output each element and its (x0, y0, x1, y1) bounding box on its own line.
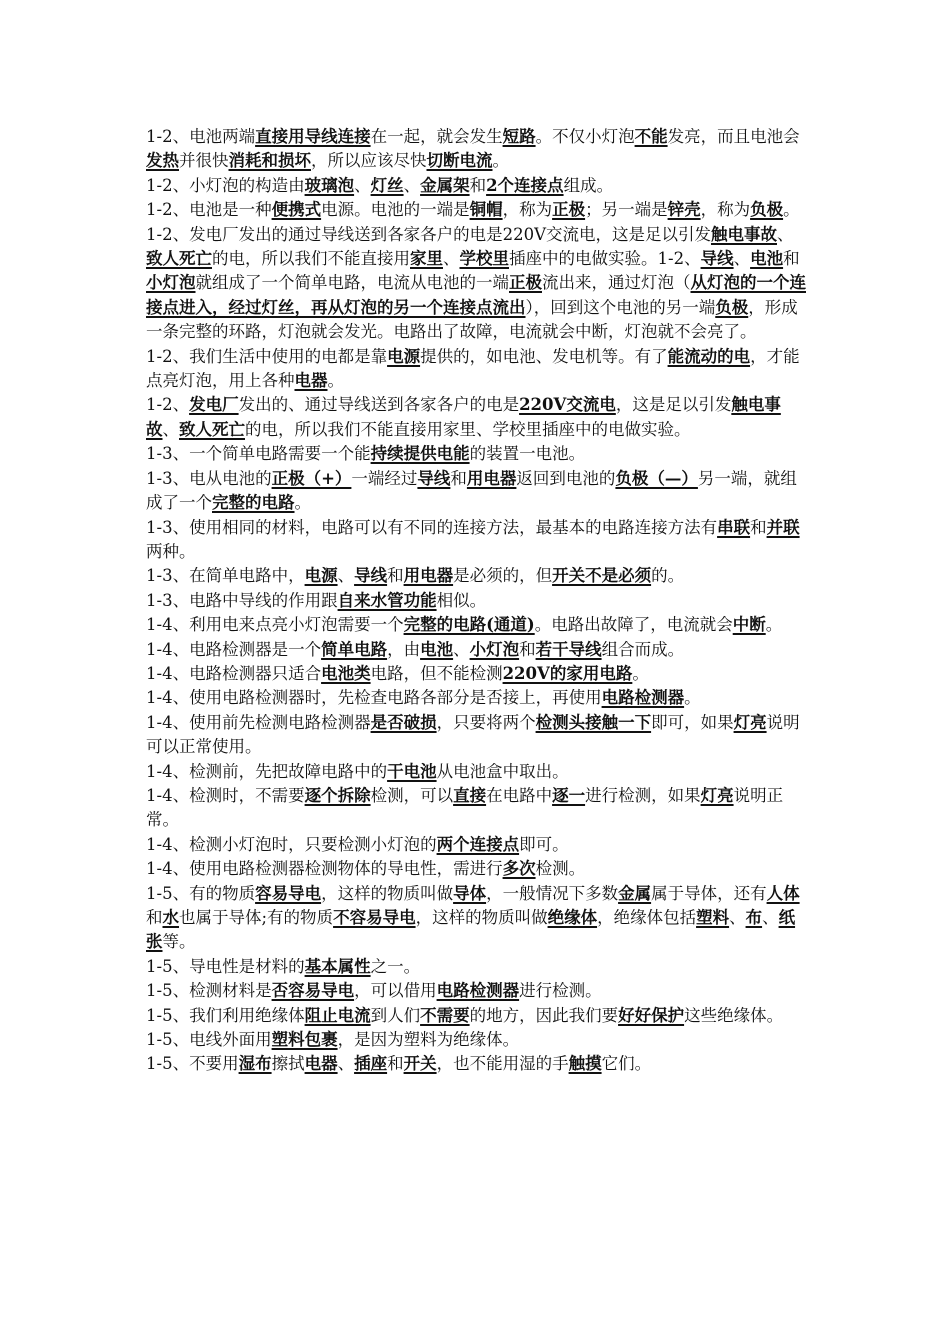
key-term: 正极（+） (271, 468, 352, 488)
paragraph-text: 从电池盒中取出。 (436, 761, 569, 781)
paragraph-text: 、 (162, 419, 179, 439)
paragraph-text: 1-5、我们利用绝缘体 (146, 1005, 305, 1025)
note-paragraph (146, 198, 806, 222)
key-term: 人体 (766, 883, 800, 903)
paragraph-text: 1-4、利用电来点亮小灯泡需要一个 (146, 615, 404, 635)
paragraph-text: 这些绝缘体。 (684, 1005, 784, 1025)
key-term: 插座 (354, 1054, 388, 1074)
note-paragraph (146, 442, 806, 466)
paragraph-text: 1-2、小灯泡的构造由 (146, 175, 305, 195)
paragraph-text: 和 (519, 639, 536, 659)
paragraph-text: 、 (762, 908, 779, 927)
note-paragraph (146, 833, 806, 857)
document-body (146, 125, 806, 1077)
key-term: 负极（—） (615, 468, 698, 488)
note-paragraph (146, 613, 806, 637)
paragraph-text: 说明正常。 (146, 785, 784, 830)
paragraph-text: 返回到电池的 (516, 468, 616, 488)
paragraph-text: 组合而成。 (601, 639, 685, 659)
paragraph-text: 的地方，因此我们要 (469, 1005, 619, 1025)
paragraph-text: 即可，如果 (651, 712, 734, 732)
paragraph-text: 的装置一电池。 (469, 444, 586, 464)
key-term: 不能 (634, 127, 668, 146)
key-term: 好好保护 (618, 1005, 685, 1025)
paragraph-text: 1-4、电路检测器是一个 (146, 639, 322, 659)
key-term: 逐个拆除 (304, 785, 371, 805)
paragraph-text: 1-4、使用电路检测器检测物体的导电性，需进行 (146, 859, 503, 879)
key-term: 导线 (417, 468, 451, 488)
key-term: 阻止电流 (304, 1005, 371, 1025)
paragraph-text: 的。 (651, 566, 685, 586)
paragraph-text: 1-3、在简单电路中， (146, 566, 305, 586)
paragraph-text: 相似。 (436, 590, 487, 610)
paragraph-text: 1-4、检测小灯泡时，只要检测小灯泡的 (146, 834, 437, 854)
paragraph-text: 到人们 (370, 1005, 421, 1025)
note-paragraph (146, 711, 806, 760)
paragraph-text: 检测，可以 (370, 785, 454, 805)
paragraph-text: 提供的，如电池、发电机等。有了 (420, 346, 668, 366)
paragraph-text: 进行检测，如果 (585, 785, 701, 805)
paragraph-text: 在一起，就会发生 (370, 127, 503, 146)
note-paragraph (146, 882, 806, 955)
note-paragraph (146, 1028, 806, 1052)
key-term: 正极 (552, 200, 586, 220)
paragraph-text: 1-4、电路检测器只适合 (146, 663, 322, 683)
paragraph-text: 1-3、一个简单电路需要一个能 (146, 444, 371, 464)
key-term: 玻璃泡 (304, 175, 355, 195)
key-term: 家里 (410, 249, 443, 269)
paragraph-text: 进行检测。 (519, 981, 602, 1001)
key-term: 直接用导线连接 (255, 127, 371, 146)
key-term: 电源 (387, 346, 421, 366)
key-term: 开关 (403, 1054, 437, 1074)
key-term: 灯亮 (700, 785, 734, 805)
key-term: 切断电流 (426, 151, 493, 171)
key-term: 自来水管功能 (337, 590, 437, 610)
note-paragraph (146, 784, 806, 833)
note-paragraph (146, 589, 806, 613)
key-term: 纸张 (146, 908, 796, 952)
key-term: 电器 (304, 1054, 338, 1074)
paragraph-text: 1-5、导电性是材料的 (146, 956, 305, 976)
key-term: 触电事故 (710, 224, 777, 244)
paragraph-text: 1-5、不要用 (146, 1054, 239, 1074)
key-term: 不需要 (420, 1005, 470, 1025)
paragraph-text: 1-4、使用前先检测电路检测器 (146, 712, 371, 732)
paragraph-text: ，一般情况下多数 (486, 883, 619, 903)
paragraph-text: 两种。 (146, 541, 196, 561)
key-term: 220V交流电 (519, 395, 616, 415)
paragraph-text: 。 (684, 688, 701, 708)
key-term: 若干导线 (535, 639, 602, 659)
key-term: 负极 (715, 297, 749, 317)
key-term: 220V的家用电路 (502, 663, 633, 683)
paragraph-text: 1-2、我们生活中使用的电都是靠 (146, 346, 388, 366)
paragraph-text: ，这样的物质叫做 (415, 908, 548, 927)
paragraph-text: 。 (765, 615, 783, 635)
paragraph-text: 、 (337, 566, 355, 586)
paragraph-text: 、 (403, 175, 421, 195)
note-paragraph (146, 686, 806, 710)
paragraph-text: 电路，但不能检测 (370, 663, 503, 683)
paragraph-text: 1-4、使用电路检测器时，先检查电路各部分是否接上，再使用 (146, 688, 602, 708)
paragraph-text: ，称为 (700, 200, 751, 220)
key-term: 金属架 (420, 175, 470, 195)
paragraph-text: 。 (294, 493, 311, 513)
paragraph-text: 1-3、电从电池的 (146, 468, 272, 488)
paragraph-text: 。电路出故障了，电流就会 (534, 615, 733, 635)
key-term: 灯亮 (733, 712, 767, 732)
paragraph-text: ，才能点亮灯泡，用上各种 (146, 346, 800, 391)
paragraph-text: 1-2、 (146, 395, 190, 415)
paragraph-text: 检测。 (535, 859, 586, 879)
note-paragraph (146, 955, 806, 979)
key-term: 水 (162, 908, 179, 927)
note-paragraph (146, 979, 806, 1003)
key-term: 两个连接点 (436, 834, 520, 854)
paragraph-text: 1-4、检测前，先把故障电路中的 (146, 761, 388, 781)
paragraph-text: ，是因为塑料为绝缘体。 (337, 1030, 520, 1050)
paragraph-text: 1-5、检测材料是 (146, 981, 272, 1001)
paragraph-text: 在电路中 (486, 785, 553, 805)
paragraph-text: 发出的、通过导线送到各家各户的电是 (238, 395, 520, 415)
key-term: 干电池 (387, 761, 437, 781)
paragraph-text: ，这样的物质叫做 (321, 883, 454, 903)
paragraph-text: 流出来，通过灯泡（ (542, 273, 691, 293)
key-term: 电池类 (321, 663, 371, 683)
note-paragraph (146, 662, 806, 686)
paragraph-text: 说明可以正常使用。 (146, 712, 800, 757)
key-term: 发热 (146, 151, 179, 171)
key-term: 用电器 (466, 468, 517, 488)
paragraph-text: 是必须的，但 (453, 566, 553, 586)
paragraph-text: 擦拭 (271, 1054, 305, 1074)
key-term: 持续提供电能 (370, 444, 470, 464)
key-term: 是否破损 (370, 712, 437, 732)
paragraph-text: 就组成了一个简单电路，电流从电池的一端 (195, 273, 509, 293)
paragraph-text: 和 (750, 517, 767, 537)
paragraph-text: 并很快 (179, 151, 229, 171)
key-term: 短路 (502, 127, 536, 146)
key-term: 从灯泡的一个连接点进入，经过灯丝，再从灯泡的另一个连接点流出 (146, 273, 806, 317)
note-paragraph (146, 125, 806, 174)
paragraph-text: 1-2、电池两端 (146, 127, 256, 146)
note-paragraph (146, 857, 806, 881)
key-term: 检测头接触一下 (535, 712, 652, 732)
key-term: 导线 (354, 566, 388, 586)
note-paragraph (146, 564, 806, 588)
key-term: 布 (745, 908, 763, 927)
key-term: 容易导电 (255, 883, 322, 903)
paragraph-text: ，绝缘体包括 (597, 908, 697, 927)
key-term: 开关不是必须 (552, 566, 652, 586)
paragraph-text: 发亮，而且电池会 (667, 127, 800, 146)
key-term: 塑料 (696, 908, 730, 927)
paragraph-text: ，这是足以引发 (615, 395, 732, 415)
key-term: 导线 (700, 249, 734, 269)
key-term: 中断 (732, 615, 766, 635)
key-term: 导体 (453, 883, 487, 903)
note-paragraph (146, 1052, 806, 1076)
paragraph-text: ，所以应该尽快 (311, 151, 427, 171)
key-term: 串联 (717, 517, 751, 537)
key-term: 触电事故 (146, 395, 781, 439)
note-paragraph (146, 638, 806, 662)
key-term: 铜帽 (469, 200, 503, 220)
paragraph-text: 。不仅小灯泡 (535, 127, 635, 146)
paragraph-text: 、 (733, 249, 751, 269)
key-term: 电器 (294, 371, 328, 391)
paragraph-text: 组成。 (563, 175, 614, 195)
paragraph-text: 、 (337, 1054, 355, 1074)
key-term: 小灯泡 (469, 639, 520, 659)
paragraph-text: 、 (776, 224, 794, 244)
key-term: 简单电路 (321, 639, 388, 659)
key-term: 湿布 (238, 1054, 272, 1074)
paragraph-text: ），回到这个电池的另一端 (525, 297, 716, 317)
key-term: 锌壳 (667, 200, 701, 220)
key-term: 否容易导电 (271, 981, 355, 1001)
paragraph-text: ，可以借用 (354, 981, 437, 1001)
key-term: 并联 (766, 517, 800, 537)
paragraph-text: 和 (387, 1054, 404, 1074)
key-term: 电路检测器 (436, 981, 520, 1001)
key-term: 负极 (750, 200, 784, 220)
key-term: 灯丝 (370, 175, 404, 195)
paragraph-text: 1-3、电路中导线的作用跟 (146, 590, 338, 610)
paragraph-text: 也属于导体;有的物质 (179, 908, 334, 927)
note-paragraph (146, 516, 806, 565)
paragraph-text: 和 (387, 566, 404, 586)
paragraph-text: 1-2、发电厂发出的通过导线送到各家各户的电是220V交流电，这是足以引发 (146, 224, 711, 244)
paragraph-text: 、 (443, 249, 460, 269)
paragraph-text: ，只要将两个 (436, 712, 536, 732)
paragraph-text: 和 (783, 249, 800, 269)
paragraph-text: 和 (146, 908, 163, 927)
key-term: 逐一 (552, 785, 586, 805)
note-paragraph (146, 345, 806, 394)
key-term: 多次 (502, 859, 536, 879)
key-term: 消耗和损坏 (228, 151, 311, 171)
key-term: 致人死亡 (179, 419, 245, 439)
paragraph-text: 的电，所以我们不能直接用家里、学校里插座中的电做实验。 (245, 419, 691, 439)
paragraph-text: 。 (632, 663, 649, 683)
paragraph-text: ；另一端是 (585, 200, 668, 220)
key-term: 不容易导电 (333, 908, 416, 927)
key-term: 直接 (453, 785, 487, 805)
paragraph-text: 1-5、有的物质 (146, 883, 256, 903)
paragraph-text: 。 (492, 151, 509, 171)
paragraph-text: 等。 (162, 932, 196, 952)
note-paragraph (146, 760, 806, 784)
paragraph-text: 、 (354, 175, 371, 195)
key-term: 致人死亡 (146, 249, 212, 269)
note-paragraph (146, 174, 806, 198)
key-term: 便携式 (271, 200, 322, 220)
paragraph-text: ，由 (387, 639, 421, 659)
key-term: 2个连接点 (486, 175, 564, 195)
key-term: 能流动的电 (667, 346, 751, 366)
paragraph-text: 属于导体，还有 (651, 883, 767, 903)
key-term: 触摸 (568, 1054, 602, 1074)
key-term: 金属 (618, 883, 652, 903)
key-term: 完整的电路 (212, 493, 295, 513)
paragraph-text: ，形成一条完整的环路，灯泡就会发光。电路出了故障，电流就会中断，灯泡就不会亮了。 (146, 297, 798, 342)
paragraph-text: 、 (729, 908, 746, 927)
paragraph-text: ，称为 (502, 200, 553, 220)
note-paragraph (146, 223, 806, 345)
paragraph-text: 1-4、检测时，不需要 (146, 785, 305, 805)
paragraph-text: 的电，所以我们不能直接用 (212, 249, 410, 269)
paragraph-text: 。 (783, 200, 800, 220)
note-paragraph (146, 467, 806, 516)
paragraph-text: 一端经过 (351, 468, 418, 488)
paragraph-text: 电源。电池的一端是 (321, 200, 470, 220)
note-paragraph (146, 393, 806, 442)
key-term: 基本属性 (304, 956, 371, 976)
key-term: 电池 (750, 249, 784, 269)
paragraph-text: 1-2、电池是一种 (146, 200, 272, 220)
key-term: 电路检测器 (601, 688, 685, 708)
key-term: 正极 (509, 273, 542, 293)
paragraph-text: 即可。 (519, 834, 569, 854)
paragraph-text: 它们。 (601, 1054, 652, 1074)
paragraph-text: 另一端，就组成了一个 (146, 468, 797, 513)
paragraph-text: 1-5、电线外面用 (146, 1030, 272, 1050)
paragraph-text: ，也不能用湿的手 (436, 1054, 569, 1074)
key-term: 电源 (304, 566, 338, 586)
key-term: 发电厂 (189, 395, 239, 415)
key-term: 完整的电路(通道) (403, 615, 535, 635)
paragraph-text: 和 (450, 468, 467, 488)
key-term: 学校里 (459, 249, 509, 269)
note-paragraph (146, 1004, 806, 1028)
paragraph-text: 、 (453, 639, 470, 659)
paragraph-text: 1-3、使用相同的材料，电路可以有不同的连接方法，最基本的电路连接方法有 (146, 517, 718, 537)
paragraph-text: 和 (469, 175, 487, 195)
key-term: 电池 (420, 639, 454, 659)
key-term: 塑料包裹 (271, 1030, 338, 1050)
paragraph-text: 之一。 (370, 956, 421, 976)
paragraph-text: 插座中的电做实验。1-2、 (509, 249, 701, 269)
key-term: 小灯泡 (146, 273, 196, 293)
paragraph-text: 。 (327, 371, 344, 391)
key-term: 绝缘体 (547, 908, 598, 927)
key-term: 用电器 (403, 566, 454, 586)
